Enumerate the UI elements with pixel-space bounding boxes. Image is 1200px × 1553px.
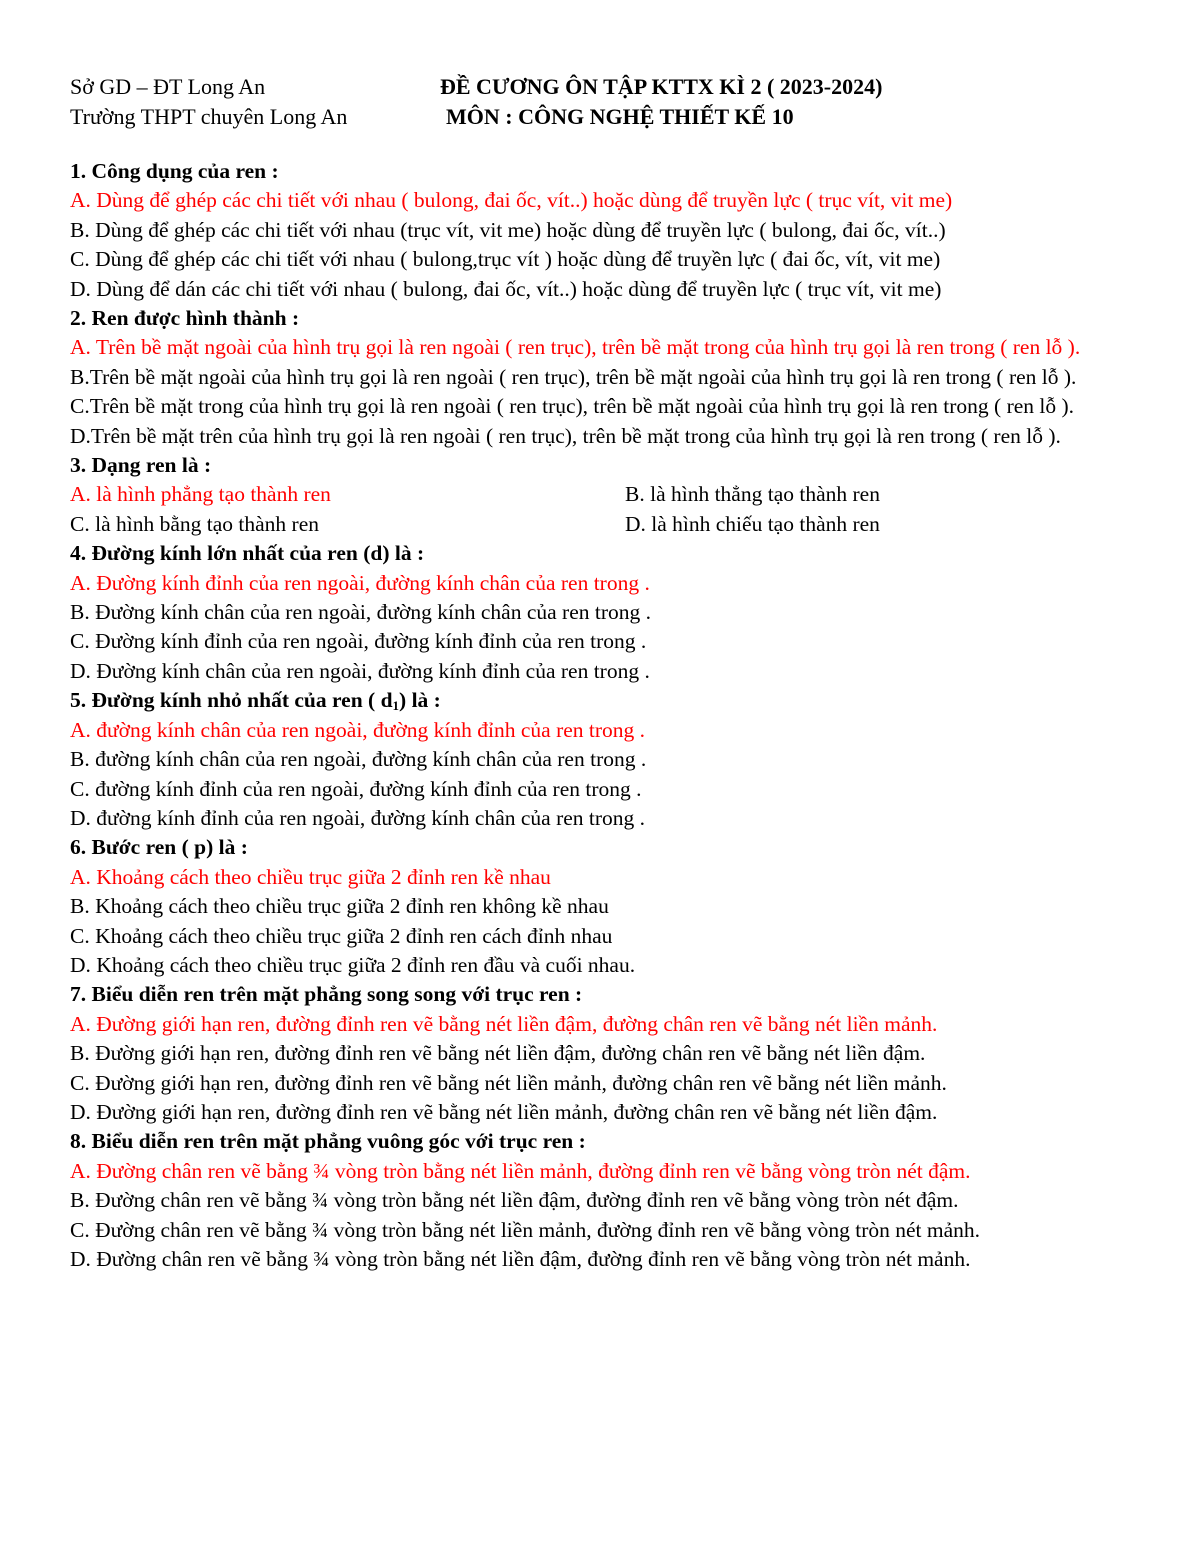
question-7-option-b: B. Đường giới hạn ren, đường đỉnh ren vẽ bằng nét liền đậm, đường chân ren vẽ bằng nét liền đậm. xyxy=(70,1041,926,1066)
question-list xyxy=(70,157,1150,1274)
question-2-option-c: C.Trên bề mặt trong của hình trụ gọi là ren ngoài ( ren trục), trên bề mặt ngoài của hình trụ gọi là ren trong ( ren lỗ ). xyxy=(70,394,1075,419)
question-8-option-c: C. Đường chân ren vẽ bằng ¾ vòng tròn bằng nét liền mảnh, đường đỉnh ren vẽ bằng vòng tròn nét mảnh. xyxy=(70,1217,981,1242)
question-8-option-d: D. Đường chân ren vẽ bằng ¾ vòng tròn bằng nét liền đậm, đường đỉnh ren vẽ bằng vòng tròn nét mảnh. xyxy=(70,1247,971,1271)
question-3-option-c: C. là hình bằng tạo thành ren xyxy=(70,511,319,536)
school-name: Trường THPT chuyên Long An xyxy=(70,104,348,129)
question-6: 6. Bước ren ( p) là : xyxy=(70,835,248,860)
header-row-2 xyxy=(70,102,1170,132)
question-6-option-b: B. Khoảng cách theo chiều trục giữa 2 đỉnh ren không kề nhau xyxy=(70,894,609,919)
question-2-answer-a: A. Trên bề mặt ngoài của hình trụ gọi là ren ngoài ( ren trục), trên bề mặt trong của hình trụ gọi là ren trong ( ren lỗ ). xyxy=(70,335,1081,360)
question-1-option-d: D. Dùng để dán các chi tiết với nhau ( bulong, đai ốc, vít..) hoặc dùng để truyền lực ( trục vít, vit me) xyxy=(70,276,942,301)
document-title: ĐỀ CƯƠNG ÔN TẬP KTTX KÌ 2 ( 2023-2024) xyxy=(440,74,883,99)
question-6-answer-a: A. Khoảng cách theo chiều trục giữa 2 đỉnh ren kề nhau xyxy=(70,864,551,889)
question-3-option-b: B. là hình thẳng tạo thành ren xyxy=(625,482,880,507)
question-3-answer-a: A. là hình phẳng tạo thành ren xyxy=(70,482,331,507)
question-4-answer-a: A. Đường kính đỉnh của ren ngoài, đường kính chân của ren trong . xyxy=(70,570,650,595)
question-5-option-c: C. đường kính đỉnh của ren ngoài, đường kính đỉnh của ren trong . xyxy=(70,776,642,801)
question-3-row-2 xyxy=(70,510,1150,539)
question-5-option-b: B. đường kính chân của ren ngoài, đường kính chân của ren trong . xyxy=(70,747,647,772)
question-2-option-b: B.Trên bề mặt ngoài của hình trụ gọi là ren ngoài ( ren trục), trên bề mặt ngoài của hình trụ gọi là ren trong ( ren lỗ ). xyxy=(70,364,1077,389)
question-2: 2. Ren được hình thành : xyxy=(70,306,300,331)
question-6-option-d: D. Khoảng cách theo chiều trục giữa 2 đỉnh ren đầu và cuối nhau. xyxy=(70,952,636,977)
question-4: 4. Đường kính lớn nhất của ren (d) là : xyxy=(70,541,425,566)
question-8-option-b: B. Đường chân ren vẽ bằng ¾ vòng tròn bằng nét liền đậm, đường đỉnh ren vẽ bằng vòng tròn nét đậm. xyxy=(70,1188,959,1213)
question-2-option-d: D.Trên bề mặt trên của hình trụ gọi là ren ngoài ( ren trục), trên bề mặt trong của hình trụ gọi là ren trong ( ren lỗ ). xyxy=(70,423,1061,448)
question-6-option-c: C. Khoảng cách theo chiều trục giữa 2 đỉnh ren cách đỉnh nhau xyxy=(70,923,613,948)
question-1-option-b: B. Dùng để ghép các chi tiết với nhau (trục vít, vit me) hoặc dùng để truyền lực ( bulong, đai ốc, vít..) xyxy=(70,217,946,242)
question-5-option-d: D. đường kính đỉnh của ren ngoài, đường kính chân của ren trong . xyxy=(70,805,646,830)
question-8-answer-a: A. Đường chân ren vẽ bằng ¾ vòng tròn bằng nét liền mảnh, đường đỉnh ren vẽ bằng vòng tròn nét đậm. xyxy=(70,1158,971,1183)
question-3-row-1 xyxy=(70,480,1150,509)
question-5 xyxy=(70,686,1150,715)
question-5-subscript: 1 xyxy=(392,698,400,714)
question-5-text-end: ) là : xyxy=(399,688,441,713)
question-3-option-d: D. là hình chiếu tạo thành ren xyxy=(625,511,880,536)
question-4-option-c: C. Đường kính đỉnh của ren ngoài, đường kính đỉnh của ren trong . xyxy=(70,629,647,654)
question-1-option-c: C. Dùng để ghép các chi tiết với nhau ( bulong,trục vít ) hoặc dùng để truyền lực ( đai ốc, vít, vit me) xyxy=(70,247,941,272)
department-name: Sở GD – ĐT Long An xyxy=(70,74,266,99)
header-row-1 xyxy=(70,72,1170,102)
question-3: 3. Dạng ren là : xyxy=(70,453,212,478)
question-5-answer-a: A. đường kính chân của ren ngoài, đường kính đỉnh của ren trong . xyxy=(70,717,646,742)
subject-title: MÔN : CÔNG NGHỆ THIẾT KẾ 10 xyxy=(446,104,794,129)
question-1: 1. Công dụng của ren : xyxy=(70,159,279,183)
question-1-answer-a: A. Dùng để ghép các chi tiết với nhau ( bulong, đai ốc, vít..) hoặc dùng để truyền lực ( trục vít, vit me) xyxy=(70,188,953,213)
question-7: 7. Biểu diễn ren trên mặt phẳng song song với trục ren : xyxy=(70,982,583,1007)
question-7-option-d: D. Đường giới hạn ren, đường đỉnh ren vẽ bằng nét liền mảnh, đường chân ren vẽ bằng nét liền đậm. xyxy=(70,1099,938,1124)
question-7-answer-a: A. Đường giới hạn ren, đường đỉnh ren vẽ bằng nét liền đậm, đường chân ren vẽ bằng nét liền mảnh. xyxy=(70,1011,938,1036)
question-5-text: 5. Đường kính nhỏ nhất của ren ( d xyxy=(70,688,393,713)
question-8: 8. Biểu diễn ren trên mặt phẳng vuông góc với trục ren : xyxy=(70,1129,586,1154)
question-4-option-d: D. Đường kính chân của ren ngoài, đường kính đỉnh của ren trong . xyxy=(70,658,650,683)
question-4-option-b: B. Đường kính chân của ren ngoài, đường kính chân của ren trong . xyxy=(70,600,652,625)
question-7-option-c: C. Đường giới hạn ren, đường đỉnh ren vẽ bằng nét liền mảnh, đường chân ren vẽ bằng nét liền mảnh. xyxy=(70,1070,947,1095)
document-header xyxy=(70,72,1170,132)
